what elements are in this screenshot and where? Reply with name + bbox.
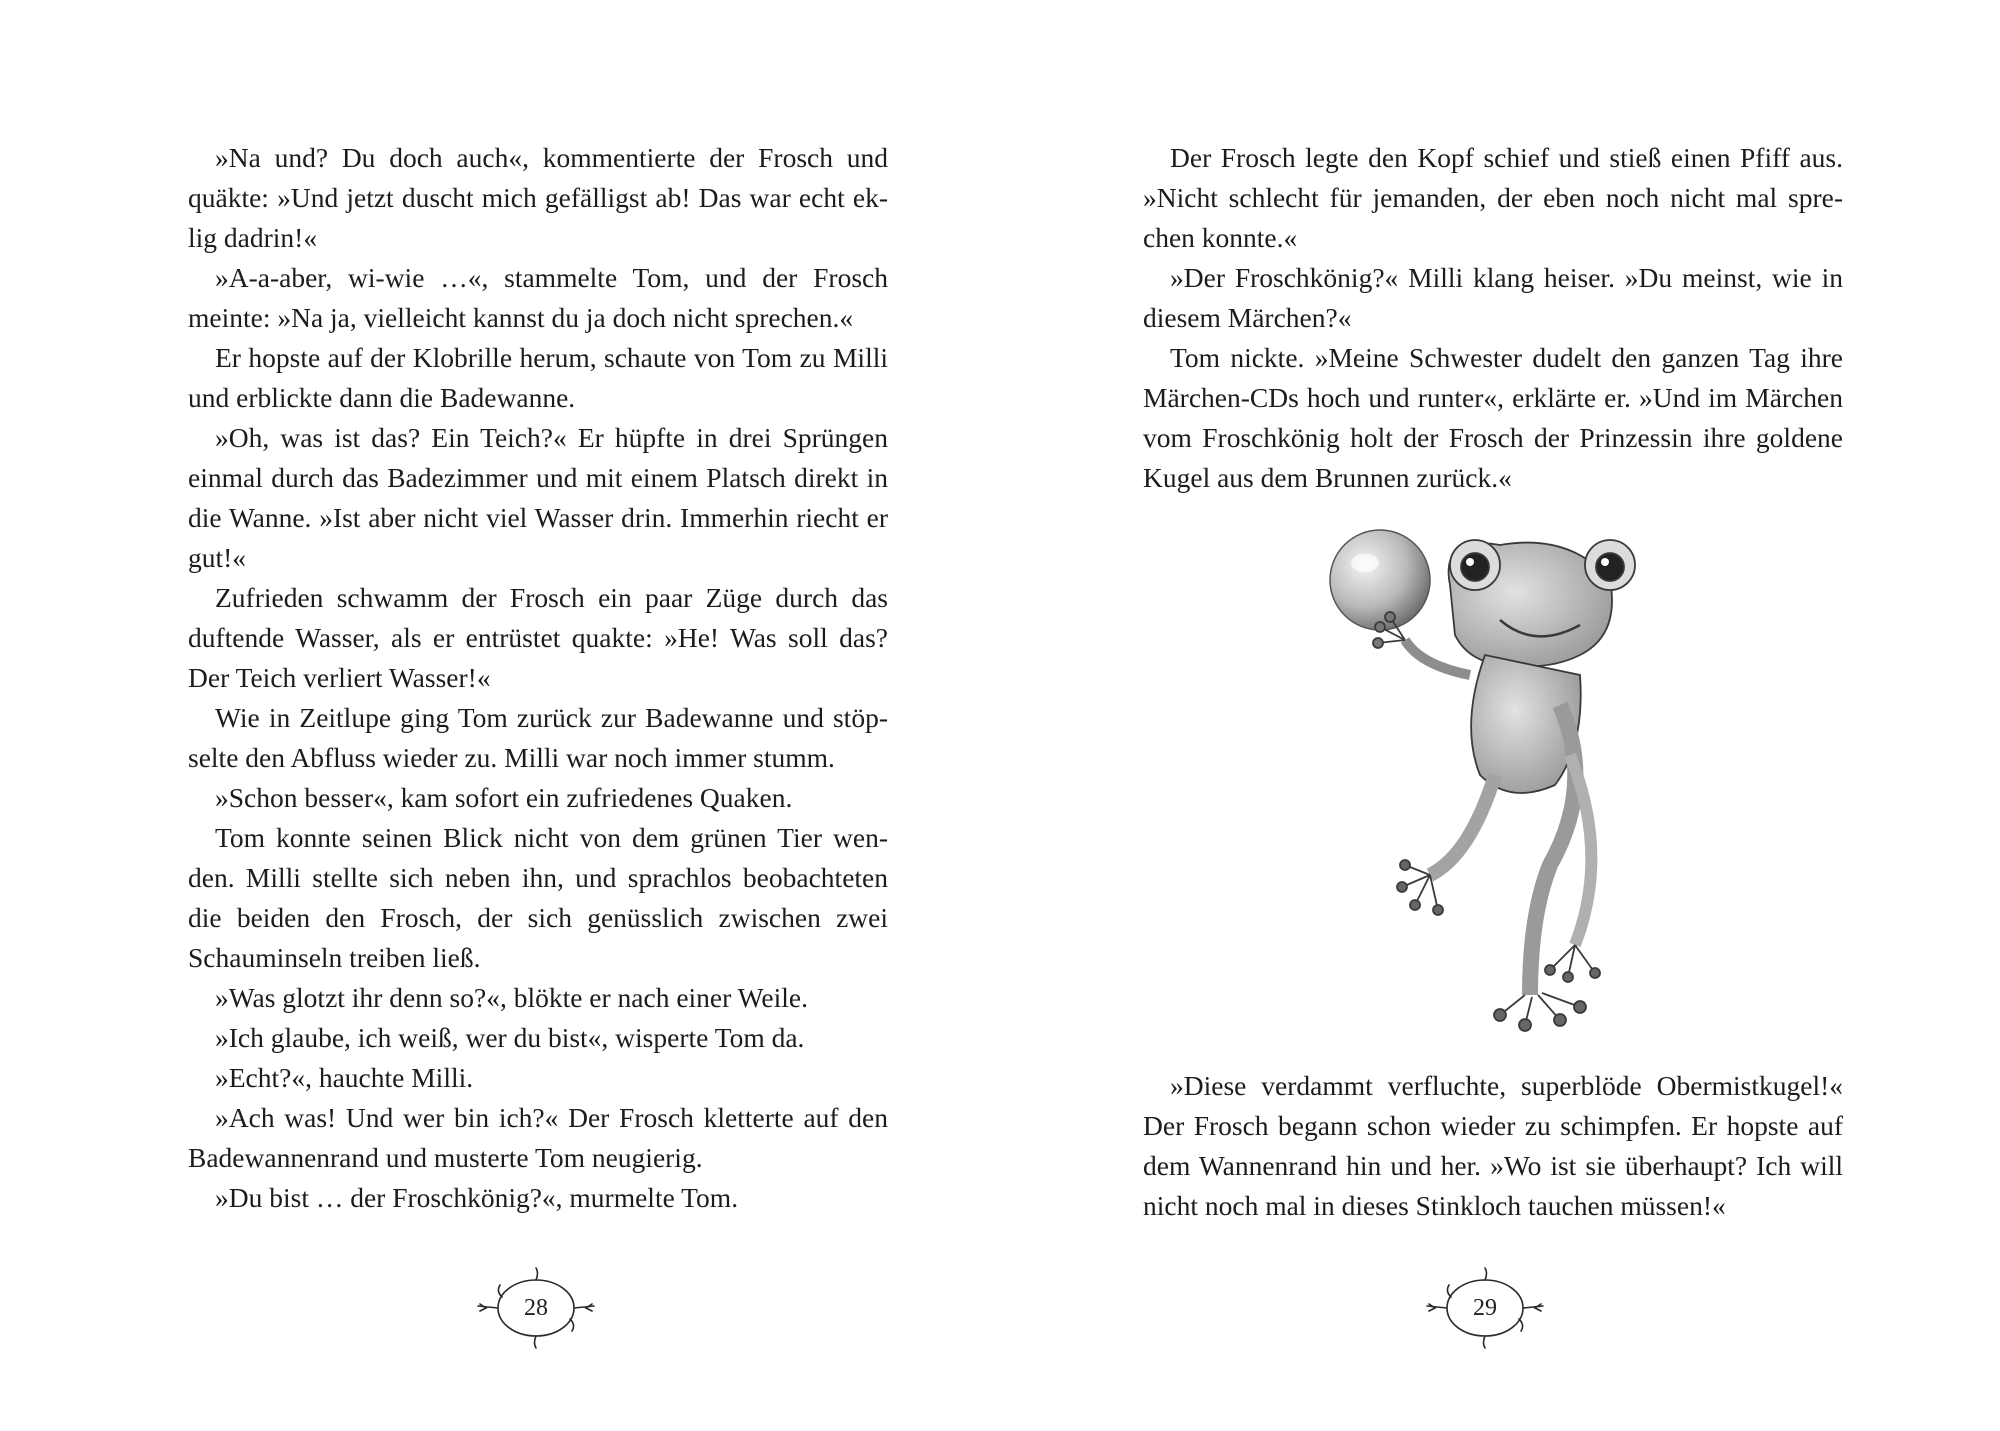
- golden-ball: [1330, 530, 1430, 630]
- paragraph: Zufrieden schwamm der Frosch ein paar Züge durch das duftende Wasser, als er entrüstet quakte: »He! Was soll das? Der Teich verliert Wasser!«: [188, 582, 888, 693]
- paragraph: »Oh, was ist das? Ein Teich?« Er hüpfte in drei Sprüngen einmal durch das Badezimmer und mit einem Platsch direkt in die Wanne. »Ist aber nicht viel Wasser drin. Immerhin riecht er gut!«: [188, 422, 888, 573]
- paragraph: »Diese verdammt verfluchte, superblöde Obermistkugel!« Der Frosch begann schon wieder zu schimpfen. Er hopste auf dem Wannenrand hin und her. »Wo ist sie überhaupt? Ich will nicht noch mal in dieses Stinkloch tauchen müssen!«: [1143, 1070, 1843, 1221]
- paragraph: »Der Froschkönig?« Milli klang heiser. »Du meinst, wie in diesem Märchen?«: [1143, 262, 1843, 333]
- paragraph: »Na und? Du doch auch«, kommentierte der Frosch und quäkte: »Und jetzt duscht mich gefälligst ab! Das war echt eklig dadrin!«: [188, 142, 888, 253]
- page-number-left: [476, 1265, 596, 1351]
- paragraph: Tom nickte. »Meine Schwester dudelt den ganzen Tag ihre Märchen-CDs hoch und runter«, erklärte er. »Und im Märchen vom Froschkönig holt der Frosch der Prinzessin ihre goldene Kugel aus dem Brunnen zurück.«: [1143, 342, 1843, 493]
- paragraph: Der Frosch legte den Kopf schief und stieß einen Pfiff aus. »Nicht schlecht für jemanden, der eben noch nicht mal sprechen konnte.«: [1143, 142, 1843, 253]
- paragraph: Tom konnte seinen Blick nicht von dem grünen Tier wenden. Milli stellte sich neben ihn, und sprachlos beobachteten die beiden den Frosch, der sich genüsslich zwischen zwei Schauminseln treiben ließ.: [188, 822, 888, 973]
- page-number-value: 28: [524, 1295, 548, 1321]
- page-number-right: [1425, 1265, 1545, 1351]
- paragraph: »Was glotzt ihr denn so?«, blökte er nach einer Weile.: [215, 982, 808, 1013]
- paragraph: »Ach was! Und wer bin ich?« Der Frosch kletterte auf den Badewannenrand und musterte Tom neugierig.: [188, 1102, 888, 1173]
- page-number-value: 29: [1473, 1295, 1497, 1321]
- paragraph: »Ich glaube, ich weiß, wer du bist«, wisperte Tom da.: [215, 1022, 805, 1053]
- right-page-text-bottom: [1143, 1066, 1843, 1226]
- paragraph: »Du bist … der Froschkönig?«, murmelte Tom.: [215, 1182, 739, 1213]
- paragraph: »A-a-aber, wi-wie …«, stammelte Tom, und der Frosch meinte: »Na ja, vielleicht kannst du ja doch nicht sprechen.«: [188, 262, 888, 333]
- paragraph: Er hopste auf der Klobrille herum, schaute von Tom zu Milli und erblickte dann die Badewanne.: [188, 342, 888, 413]
- paragraph: »Schon besser«, kam sofort ein zufriedenes Quaken.: [215, 782, 793, 813]
- paragraph: »Echt?«, hauchte Milli.: [215, 1062, 474, 1093]
- right-page-text-top: [1143, 138, 1843, 498]
- paragraph: Wie in Zeitlupe ging Tom zurück zur Badewanne und stöpselte den Abfluss wieder zu. Milli war noch immer stumm.: [188, 702, 888, 773]
- frog-holding-ball-illustration: [1310, 525, 1650, 1035]
- right-page: [1000, 0, 2000, 1431]
- left-page-text: [188, 138, 888, 1218]
